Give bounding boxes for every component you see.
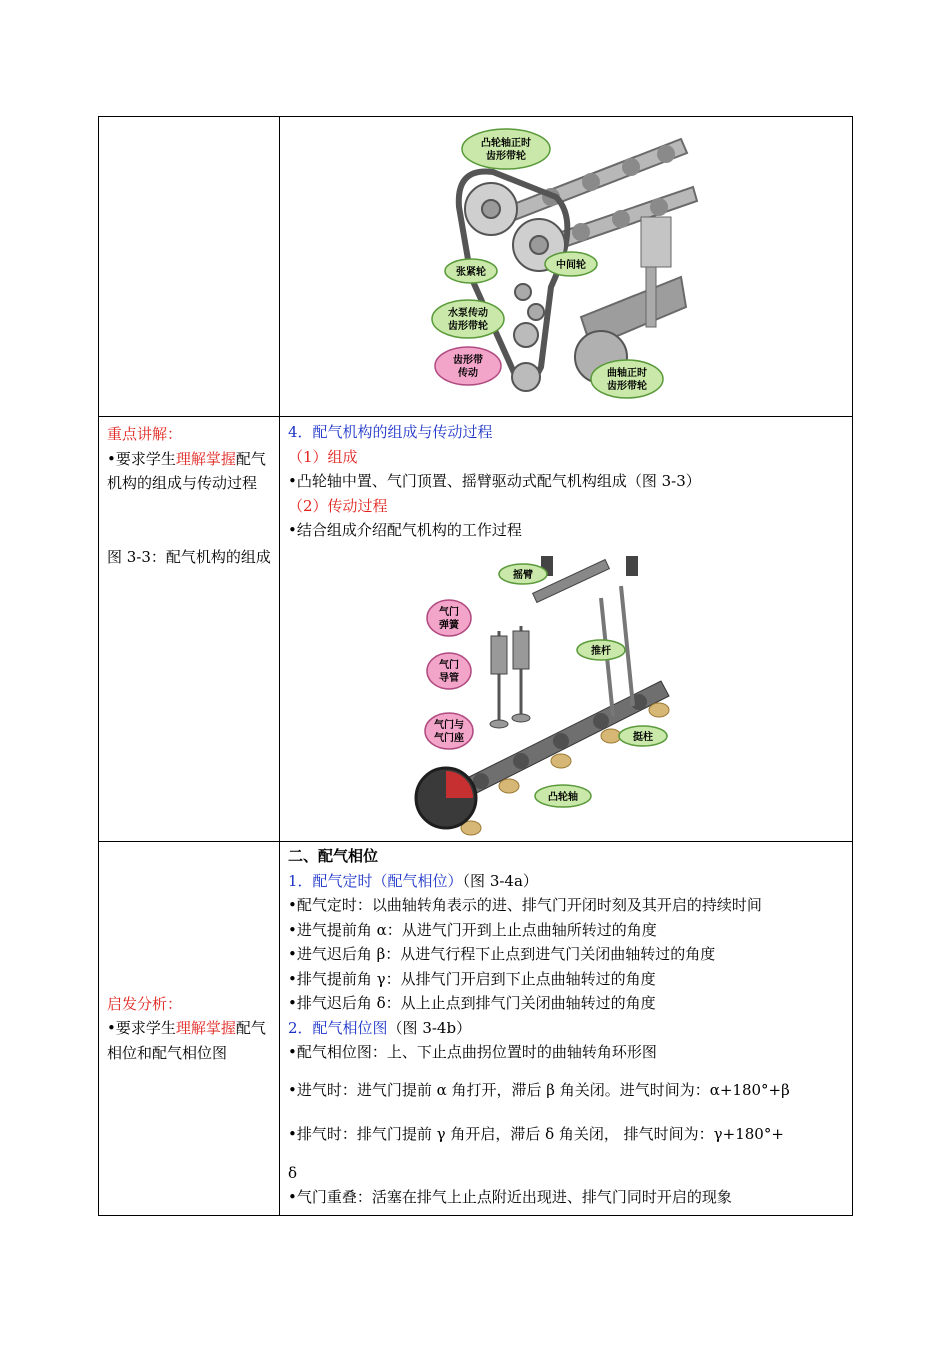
timing-line-4: •排气迟后角 δ：从上止点到排气门关闭曲轴转过的角度 <box>288 994 656 1012</box>
intake-line: •进气时：进气门提前 α 角打开，滞后 β 角关闭。进气时间为：α+180°+β <box>288 1080 790 1099</box>
heading-ref: （图 3-4b） <box>387 1018 472 1037</box>
timing-line-2: •进气迟后角 β：从进气行程下止点到进气门关闭曲轴转过的角度 <box>288 945 716 963</box>
label-cam-pulley: 凸轮轴正时 <box>481 138 531 149</box>
key-points-text <box>107 447 273 496</box>
label-pump-pulley: 水泵传动 <box>448 308 488 319</box>
valve-timing-heading <box>288 869 852 894</box>
section-title: 4．配气机构的组成与传动过程 <box>288 423 493 441</box>
row1-right-cell <box>280 117 853 417</box>
ring-diagram-line: •配气相位图：上、下止点曲拐位置时的曲轴转角环形图 <box>288 1043 657 1061</box>
timing-line-3: •排气提前角 γ：从排气门开启到下止点曲轴转过的角度 <box>288 969 656 988</box>
heading-blue: 2．配气相位图 <box>288 1018 388 1037</box>
timing-belt-figure <box>431 127 701 405</box>
overlap-line: •气门重叠：活塞在排气上止点附近出现进、排气门同时开启的现象 <box>288 1188 732 1206</box>
row2-left-cell <box>99 417 280 842</box>
timing-line-1: •进气提前角 α：从进气门开到上止点曲轴所转过的角度 <box>288 920 657 939</box>
label-cam-pulley-2: 齿形带轮 <box>486 151 526 162</box>
analysis-text <box>107 1016 273 1065</box>
label-tensioner: 张紧轮 <box>456 267 486 278</box>
key-points-heading: 重点讲解： <box>107 425 183 443</box>
highlight-text: 理解掌握 <box>175 1019 236 1038</box>
row3-left-cell <box>99 842 280 1216</box>
highlight-text: 理解掌握 <box>175 449 236 468</box>
subheading-transmission: （2）传动过程 <box>288 496 388 515</box>
label-guide: 气门 <box>439 659 459 671</box>
bullet: • <box>107 449 116 468</box>
figure-caption: 图 3-3：配气机构的组成 <box>107 547 271 566</box>
label-crank-pulley-2: 齿形带轮 <box>607 381 647 392</box>
phase-diagram-heading <box>288 1016 852 1041</box>
heading-ref: （图 3-4a） <box>462 871 538 890</box>
label-rocker: 摇臂 <box>513 569 533 581</box>
subheading-composition: （1）组成 <box>288 447 358 466</box>
valve-train-figure <box>411 546 681 838</box>
label-guide-2: 导管 <box>439 672 459 684</box>
label-belt: 齿形带 <box>453 355 483 366</box>
bullet: • <box>107 1019 116 1038</box>
label-valve-seat-2: 气门座 <box>434 732 464 744</box>
section-heading: 二、配气相位 <box>288 847 379 865</box>
row2-right-cell <box>280 417 853 842</box>
label-spring-2: 弹簧 <box>439 619 459 631</box>
row1-left-cell <box>99 117 280 417</box>
analysis-heading: 启发分析： <box>107 994 183 1013</box>
row3-right-cell <box>280 842 853 1216</box>
transmission-line: •结合组成介绍配气机构的工作过程 <box>288 521 522 539</box>
exhaust-line: •排气时：排气门提前 γ 角开启，滞后 δ 角关闭， 排气时间为：γ+180°+ <box>288 1125 784 1143</box>
lesson-table <box>98 116 853 1216</box>
text-pre: 要求学生 <box>115 449 176 468</box>
label-crank-pulley: 曲轴正时 <box>607 368 647 379</box>
label-valve-seat: 气门与 <box>434 719 464 731</box>
label-camshaft: 凸轮轴 <box>548 791 578 803</box>
label-tappet: 挺柱 <box>633 731 653 743</box>
text-pre: 要求学生 <box>115 1019 176 1038</box>
label-idler: 中间轮 <box>556 260 586 271</box>
text-post: 配气相位和配气相位图 <box>107 1019 266 1062</box>
label-pushrod: 推杆 <box>591 645 611 657</box>
heading-blue: 1．配气定时（配气相位） <box>288 871 463 890</box>
composition-line: •凸轮轴中置、气门顶置、摇臂驱动式配气机构组成（图 3-3） <box>288 472 701 490</box>
label-pump-pulley-2: 齿形带轮 <box>448 321 488 332</box>
label-spring: 气门 <box>439 606 459 618</box>
timing-line-0: •配气定时：以曲轴转角表示的进、排气门开闭时刻及其开启的持续时间 <box>288 896 762 914</box>
exhaust-line-end: δ <box>288 1163 298 1182</box>
label-belt-2: 传动 <box>458 368 478 379</box>
text-post: 配气机构的组成与传动过程 <box>107 449 266 492</box>
